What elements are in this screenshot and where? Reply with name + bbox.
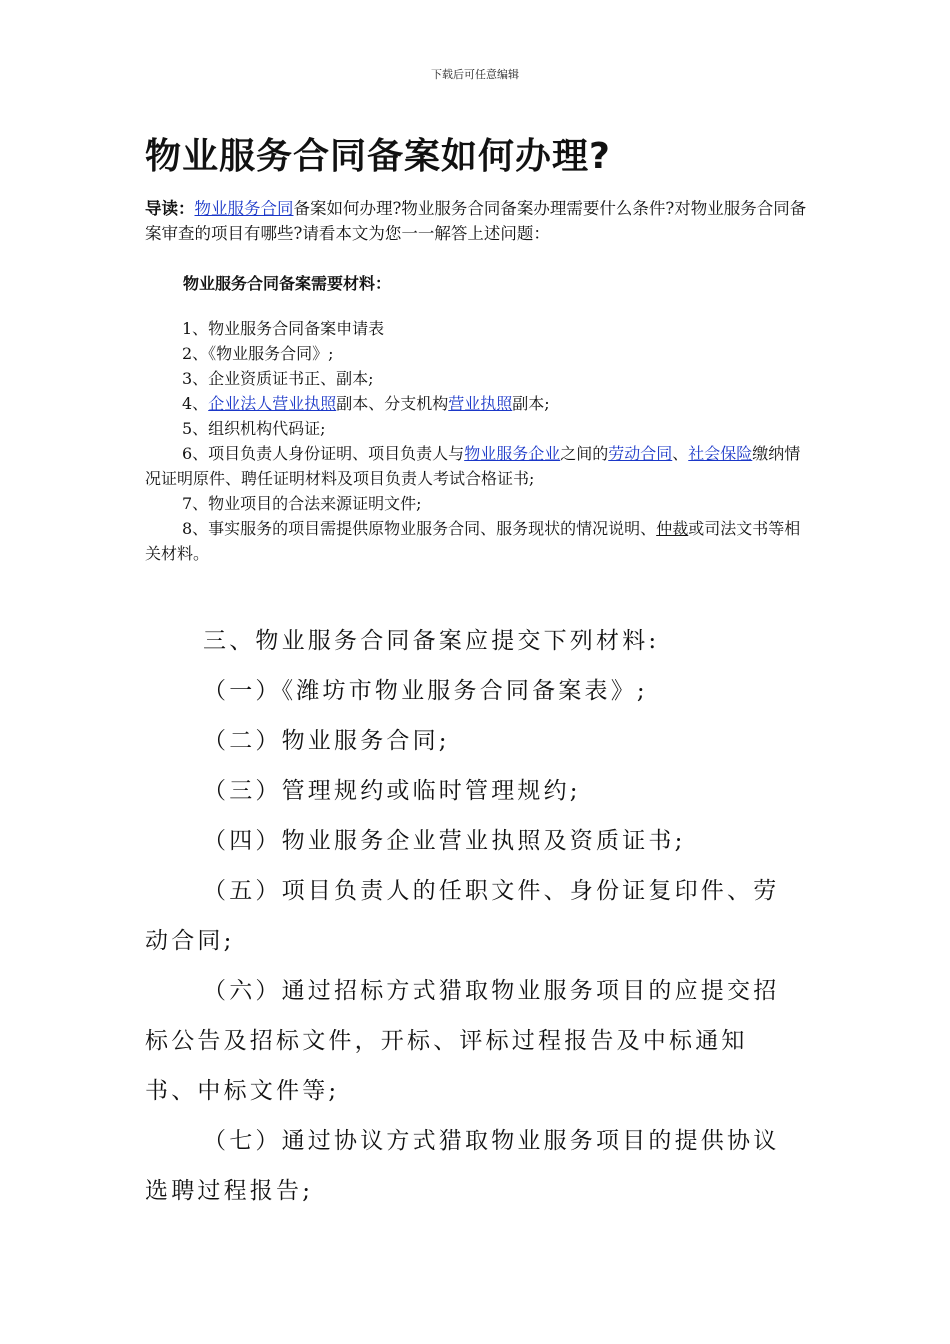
link-labor-contract[interactable]: 劳动合同 <box>608 444 673 463</box>
link-property-service-contract[interactable]: 物业服务合同 <box>194 199 294 218</box>
item4-suffix: 副本; <box>512 394 550 413</box>
materials-item-3: 3、企业资质证书正、副本; <box>182 369 374 388</box>
page-header: 下载后可任意编辑 <box>431 68 519 81</box>
section-3-item-1: （一）《潍坊市物业服务合同备案表》; <box>203 678 648 704</box>
materials-list <box>145 316 807 566</box>
materials-item-4 <box>145 391 807 416</box>
link-property-service-enterprise[interactable]: 物业服务企业 <box>464 444 561 463</box>
item6-mid2: 、 <box>672 444 689 463</box>
link-social-insurance[interactable]: 社会保险 <box>688 444 753 463</box>
item6-mid1: 之间的 <box>560 444 609 463</box>
materials-item-2: 2、《物业服务合同》; <box>182 344 334 363</box>
section-3-item-6: （六）通过招标方式猎取物业服务项目的应提交招标公告及招标文件，开标、评标过程报告及中标通知书、中标文件等; <box>145 978 780 1104</box>
item6-prefix: 6、项目负责人身份证明、项目负责人与 <box>182 444 465 463</box>
section-3-item-5: （五）项目负责人的任职文件、身份证复印件、劳动合同; <box>145 878 780 954</box>
item4-mid: 副本、分支机构 <box>336 394 449 413</box>
section-3 <box>145 616 795 1216</box>
section-3-heading: 三、物业服务合同备案应提交下列材料: <box>203 628 660 654</box>
link-business-license-legal[interactable]: 企业法人营业执照 <box>208 394 337 413</box>
section-3-item-4: （四）物业服务企业营业执照及资质证书; <box>203 828 686 854</box>
materials-heading: 物业服务合同备案需要材料： <box>183 274 392 293</box>
intro-text: 备案如何办理?物业服务合同备案办理需要什么条件?对物业服务合同备案审查的项目有哪些?请看本文为您一一解答上述问题： <box>145 199 807 243</box>
item8-prefix: 8、事实服务的项目需提供原物业服务合同、服务现状的情况说明、 <box>182 519 657 538</box>
section-3-item-3: （三）管理规约或临时管理规约; <box>203 778 581 804</box>
item4-prefix: 4、 <box>182 394 209 413</box>
link-business-license[interactable]: 营业执照 <box>448 394 513 413</box>
intro-paragraph <box>145 196 807 246</box>
materials-item-5: 5、组织机构代码证; <box>182 419 326 438</box>
materials-item-6 <box>145 441 807 491</box>
item6-suffix: 缴纳情况证明原件、聘任证明材料及项目负责人考试合格证书; <box>145 444 801 488</box>
intro-lead: 导读： <box>145 199 195 218</box>
materials-item-7: 7、物业项目的合法来源证明文件; <box>182 494 422 513</box>
materials-item-8 <box>145 516 807 566</box>
item8-suffix: 或司法文书等相关材料。 <box>145 519 801 563</box>
page-title: 物业服务合同备案如何办理? <box>145 136 611 177</box>
arbitration-underlined: 仲裁 <box>656 519 689 538</box>
section-3-item-7: （七）通过协议方式猎取物业服务项目的提供协议选聘过程报告; <box>145 1128 780 1204</box>
materials-item-1: 1、物业服务合同备案申请表 <box>182 319 385 338</box>
section-3-item-2: （二）物业服务合同; <box>203 728 450 754</box>
